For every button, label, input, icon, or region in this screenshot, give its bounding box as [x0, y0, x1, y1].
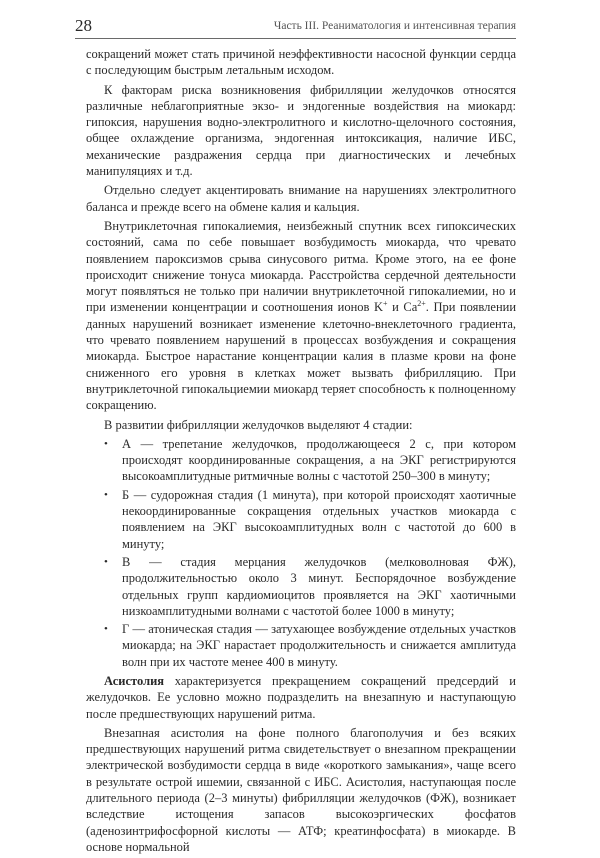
paragraph-hypokalemia — [86, 218, 516, 414]
stage-item — [86, 436, 516, 485]
paragraph-risk-factors: К факторам риска возникновения фибрилляции желудочков относятся различные неблагоприятные экзо- и эндогенные воздействия на миокард: гипоксия, нарушения водно-электролитного и кислотно-щелочного состояния, общее охлаждение организма, эндогенная интоксикация, наличие ИБС, механические раздражения сердца при диагностических и лечебных манипуляциях и т.д. — [86, 82, 516, 179]
stage-item — [86, 487, 516, 552]
asystole-term: Асистолия — [104, 673, 165, 688]
stage-text: А — трепетание желудочков, продолжающееся 2 с, при котором происходят координированные сокращения, а на ЭКГ регистрируются высокоамплитудные ритмичные волны с частотой 250–300 в минуту; — [122, 436, 516, 484]
hypokalemia-text-end: . При появлении данных нарушений возникает изменение клеточно-внеклеточного градиента, что чревато появлением нарушений в процессах возбуждения и сокращения миокарда. Быстрое нарастание концентрации калия в плазме крови на фоне сниженного его уровня в клетках может вызвать фибрилляцию. При внутриклеточной гипокальциемии миокард теряет способность к полноценному сокращению. — [86, 300, 517, 413]
page-header — [75, 12, 516, 39]
stage-text: Г — атоническая стадия — затухающее возбуждение отдельных участков миокарда; на ЭКГ нарастает продолжительность и снижается амплитуда волн при их частоте менее 400 в минуту. — [122, 622, 516, 669]
stage-text: В — стадия мерцания желудочков (мелковолновая ФЖ), продолжительностью около 3 минут. Беспорядочное возбуждение отдельных групп кардиомиоцитов проявляется на ЭКГ хаотичными низкоамплитудными волнами с частотой более 1000 в минуту; — [122, 554, 516, 618]
stages-list — [86, 436, 516, 670]
bullet-icon: • — [104, 488, 108, 501]
paragraph-asystole — [86, 673, 516, 722]
stage-text: Б — судорожная стадия (1 минута), при которой происходят хаотичные некоординированные сокращения отдельных участков миокарда с появлением на ЭКГ высокоамплитудных волн с частотой до 600 в минуту; — [122, 487, 516, 551]
running-title: Часть III. Реаниматология и интенсивная терапия — [273, 20, 516, 32]
hypokalemia-text-start: Внутриклеточная гипокалиемия, неизбежный спутник всех гипоксических состояний, сама по себе повышает возбудимость миокарда, что чревато появлением пароксизмов срыва синусового ритма. Кроме этого, на ее фоне происходит снижение тонуса миокарда. Расстройства сердечной деятельности могут появляться не только при наличии внутриклеточной гипокалиемии, но и при изменении концентрации и соотношения ионов K — [86, 218, 516, 315]
hypokalemia-text-and: и Ca — [387, 300, 418, 315]
bullet-icon: • — [104, 555, 108, 568]
paragraph-continuation: сокращений может стать причиной неэффективности насосной функции сердца с последующим быстрым летальным исходом. — [86, 47, 516, 78]
asystole-definition: характеризуется прекращением сокращений предсердий и желудочков. Ее условно можно подразделить на внезапную и наступающую после предшествующих нарушений ритма. — [86, 673, 516, 721]
paragraph-electrolytes: Отдельно следует акцентировать внимание на нарушениях электролитного баланса и прежде всего на обмене калия и кальция. — [86, 183, 516, 214]
body-text — [86, 46, 516, 858]
page-number: 28 — [75, 16, 92, 35]
potassium-charge: + — [383, 299, 388, 309]
paragraph-stages-intro: В развитии фибрилляции желудочков выделяют 4 стадии: — [104, 417, 413, 432]
stage-item — [86, 554, 516, 619]
bullet-icon: • — [104, 623, 108, 636]
paragraph-sudden-asystole: Внезапная асистолия на фоне полного благополучия и без всяких предшествующих нарушений ритма свидетельствует о внезапном прекращении электрической возбудимости сердца в виде «короткого замыкания», чаще всего в результате острой ишемии, связанной с ИБС. Асистолия, наступающая после длительного периода (2–3 минуты) фибрилляции желудочков (ФЖ), возникает вследствие истощения запасов высокоэргических фосфатов (аденозинтрифосфорной кислоты — АТФ; креатинфосфата) в миокарде. В основе нормальной — [86, 725, 516, 854]
stage-item — [86, 621, 516, 670]
calcium-charge: 2+ — [417, 299, 426, 309]
bullet-icon: • — [104, 437, 108, 450]
